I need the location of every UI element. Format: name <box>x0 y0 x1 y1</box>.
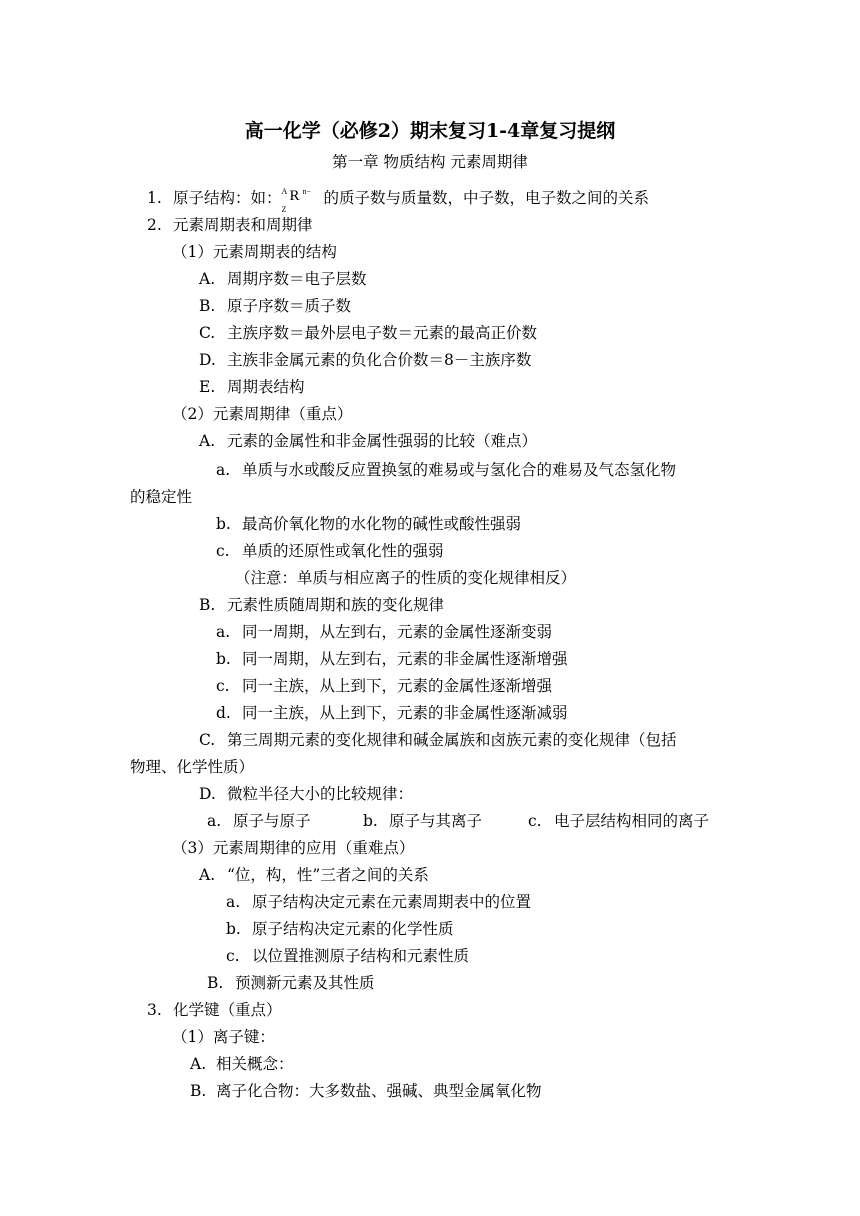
item-text: 原子与其离子 <box>389 812 483 830</box>
outline-item <box>190 1081 542 1101</box>
item-text: 预测新元素及其性质 <box>235 974 375 992</box>
item-text: 第三周期元素的变化规律和碱金属族和卤族元素的变化规律（包括 <box>227 731 677 749</box>
item-text: 电子层结构相同的离子 <box>554 812 710 830</box>
item-text: 同一主族，从上到下，元素的金属性逐渐增强 <box>242 677 553 695</box>
item-marker: a. <box>226 893 241 911</box>
item-text: 以位置推测原子结构和元素性质 <box>252 947 470 965</box>
item-text: 化学键（重点） <box>173 1001 282 1019</box>
item-marker: B. <box>190 1082 207 1100</box>
item-text: “位，构，性”三者之间的关系 <box>227 866 429 884</box>
note-text: （注意：单质与相应离子的性质的变化规律相反） <box>235 569 577 587</box>
outline-item <box>207 973 375 993</box>
outline-item <box>199 269 367 289</box>
item-marker: c. <box>216 542 230 560</box>
item-text: 主族序数＝最外层电子数＝元素的最高正价数 <box>227 324 538 342</box>
item-text: 原子与原子 <box>233 812 311 830</box>
outline-item <box>199 377 305 397</box>
outline-item <box>199 350 531 370</box>
outline-item <box>199 296 351 316</box>
item-marker: a. <box>207 812 222 830</box>
item-text: 原子结构决定元素的化学性质 <box>252 920 454 938</box>
item-text: 离子化合物：大多数盐、强碱、典型金属氧化物 <box>216 1082 542 1100</box>
outline-item <box>199 431 537 451</box>
document-title: 高一化学（必修2）期末复习1-4章复习提纲 <box>244 120 616 142</box>
item-text: 周期序数＝电子层数 <box>227 270 367 288</box>
item-text: 主族非金属元素的负化合价数＝8－主族序数 <box>227 351 532 369</box>
item-text: 同一主族，从上到下，元素的非金属性逐渐减弱 <box>242 704 568 722</box>
ion-charge: n− <box>302 187 312 196</box>
outline-item <box>199 595 444 615</box>
outline-item <box>226 919 454 939</box>
item-text: 单质的还原性或氧化性的强弱 <box>242 542 444 560</box>
outline-subsection: （2）元素周期律（重点） <box>172 405 353 423</box>
item-marker: A. <box>199 432 216 450</box>
item-marker: D. <box>199 351 216 369</box>
item-marker: E. <box>199 378 216 396</box>
item-text: 微粒半径大小的比较规律： <box>227 785 414 803</box>
outline-item <box>216 703 568 723</box>
outline-item-2 <box>147 215 313 235</box>
outline-item <box>216 541 444 561</box>
item-text: 单质与水或酸反应置换氢的难易或与氢化合的难易及气态氢化物 <box>242 461 677 479</box>
item-text: 元素性质随周期和族的变化规律 <box>227 596 445 614</box>
outline-item <box>363 811 482 831</box>
outline-item <box>216 649 568 669</box>
item-marker: D. <box>199 785 216 803</box>
outline-item <box>199 865 429 885</box>
item-marker: 2. <box>147 216 162 234</box>
item-text: 的质子数与质量数，中子数，电子数之间的关系 <box>323 189 650 207</box>
isotope-notation <box>281 187 324 214</box>
outline-subsection: （1）离子键： <box>172 1028 275 1046</box>
mass-number: A <box>281 187 288 196</box>
outline-item <box>199 730 677 750</box>
item-marker: c. <box>216 677 230 695</box>
outline-item <box>216 460 676 480</box>
item-marker: A. <box>199 270 216 288</box>
item-marker: b. <box>226 920 241 938</box>
outline-item <box>216 676 552 696</box>
item-marker: c. <box>226 947 240 965</box>
item-text: 元素的金属性和非金属性强弱的比较（难点） <box>227 432 538 450</box>
item-text: 原子结构决定元素在元素周期表中的位置 <box>252 893 532 911</box>
item-marker: b. <box>363 812 378 830</box>
outline-item <box>226 946 469 966</box>
chapter-heading: 第一章 物质结构 元素周期律 <box>332 153 528 171</box>
item-marker: 1. <box>147 189 162 207</box>
item-text: 原子结构：如： <box>173 189 282 207</box>
item-text: 相关概念： <box>216 1055 294 1073</box>
item-marker: d. <box>216 704 231 722</box>
item-marker: A. <box>190 1055 207 1073</box>
item-marker: 3. <box>147 1001 162 1019</box>
item-text: 同一周期，从左到右，元素的金属性逐渐变弱 <box>242 623 553 641</box>
outline-item <box>207 811 311 831</box>
outline-item <box>199 784 413 804</box>
outline-item <box>190 1054 294 1074</box>
item-marker: b. <box>216 515 231 533</box>
item-marker: b. <box>216 650 231 668</box>
outline-item <box>528 811 709 831</box>
item-marker: B. <box>207 974 224 992</box>
item-text: 周期表结构 <box>227 378 305 396</box>
outline-subsection: （1）元素周期表的结构 <box>172 243 337 261</box>
outline-item <box>199 323 537 343</box>
item-marker: B. <box>199 596 216 614</box>
item-marker: A. <box>199 866 216 884</box>
item-text: 原子序数＝质子数 <box>227 297 352 315</box>
item-text: 最高价氧化物的水化物的碱性或酸性强弱 <box>242 515 522 533</box>
outline-item-3 <box>147 1000 282 1020</box>
outline-item <box>216 622 552 642</box>
outline-item <box>226 892 531 912</box>
item-text: 元素周期表和周期律 <box>173 216 313 234</box>
outline-item <box>216 514 521 534</box>
item-marker: c. <box>528 812 542 830</box>
element-symbol: R <box>289 188 300 204</box>
outline-subsection: （3）元素周期律的应用（重难点） <box>172 839 415 857</box>
outline-item-1 <box>147 187 650 214</box>
item-marker: a. <box>216 461 231 479</box>
item-text: 同一周期，从左到右，元素的非金属性逐渐增强 <box>242 650 568 668</box>
wrapped-text: 的稳定性 <box>130 488 193 506</box>
item-marker: C. <box>199 731 216 749</box>
wrapped-text: 物理、化学性质） <box>130 758 255 776</box>
item-marker: C. <box>199 324 216 342</box>
atomic-number: Z <box>281 205 287 214</box>
item-marker: B. <box>199 297 216 315</box>
item-marker: a. <box>216 623 231 641</box>
